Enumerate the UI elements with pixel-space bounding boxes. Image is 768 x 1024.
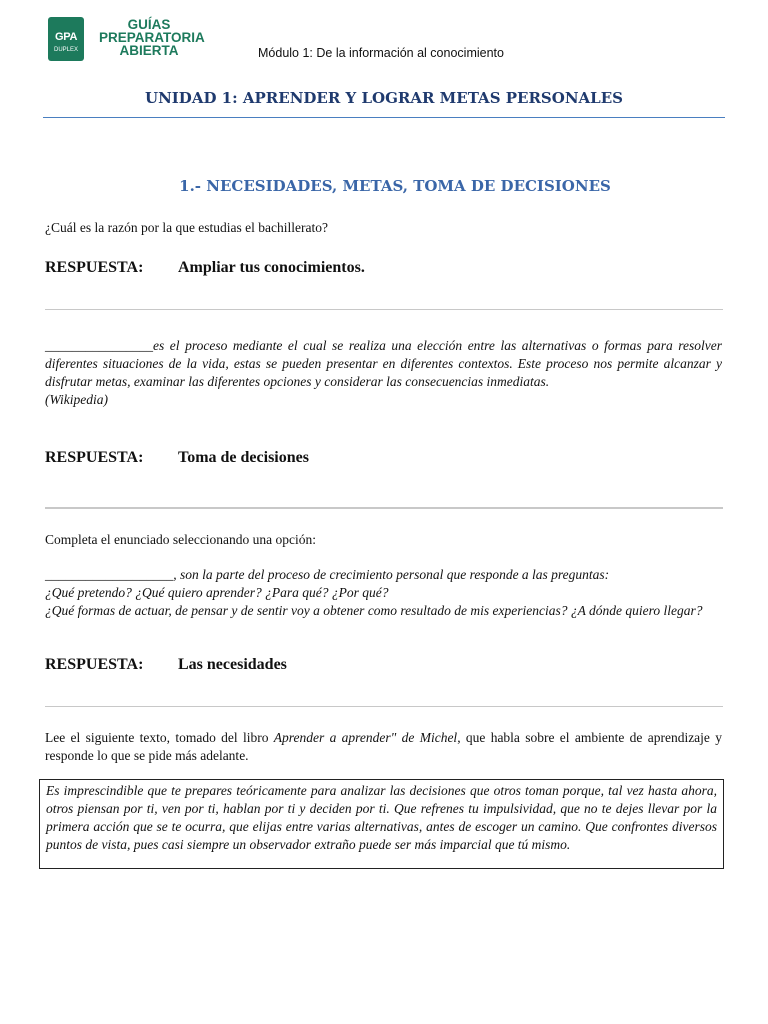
divider [45,309,723,310]
answer-2-text: Toma de decisiones [178,449,309,466]
reading-intro-book: Aprender a aprender" de Michel [273,730,458,745]
module-title: Módulo 1: De la información al conocimiento [258,46,504,60]
answer-3-text: Las necesidades [178,656,287,673]
brand-line-2: PREPARATORIA [99,30,205,45]
reading-intro-pre: Lee el siguiente texto, tomado del libro [45,730,274,745]
answer-label: RESPUESTA: [45,656,144,673]
brand-line-1: GUÍAS [127,17,171,32]
answer-1 [45,259,365,277]
question-2 [45,337,722,409]
answer-1-text: Ampliar tus conocimientos. [178,259,365,276]
question-3-instruction: Completa el enunciado seleccionando una opción: [45,532,317,547]
unit-divider [43,117,725,118]
question-1: ¿Cuál es la razón por la que estudias el bachillerato? [45,220,329,235]
brand-name [99,17,205,58]
brand-line-3: ABIERTA [119,43,179,58]
answer-2 [45,449,309,467]
logo-subtext: DUPLEX [54,47,79,53]
logo-text: GPA [55,31,78,43]
section-title: 1.- NECESIDADES, METAS, TOMA DE DECISIONES [179,177,611,195]
answer-label: RESPUESTA: [45,259,144,276]
unit-title: UNIDAD 1: APRENDER Y LOGRAR METAS PERSONALES [145,89,623,107]
question-3-line-1: , son la parte del proceso de crecimiento personal que responde a las preguntas: [173,567,610,582]
question-2-text: es el proceso mediante el cual se realiza una elección entre las alternativas o formas para resolver diferentes situaciones de la vida, estas se pueden presentar en diferentes contextos. Este proceso nos permite alcanzar y disfrutar metas, examinar las diferentes opciones y considerar las consecuencias inmediatas. [45,338,722,389]
reading-intro [45,729,722,765]
divider [45,706,723,707]
reading-intro-post: , que habla sobre el ambiente de aprendizaje y responde lo que se pide más adelante. [45,730,722,763]
question-2-source: (Wikipedia) [45,392,108,407]
question-3 [45,566,722,620]
logo [48,17,84,61]
question-3-line-3: ¿Qué formas de actuar, de pensar y de sentir voy a obtener como resultado de mis experiencias? ¿A dónde quiero llegar? [45,603,703,618]
question-2-blank: ________________ [45,338,153,353]
divider [45,507,723,509]
question-3-line-2: ¿Qué pretendo? ¿Qué quiero aprender? ¿Para qué? ¿Por qué? [45,585,389,600]
reading-quote-box: Es imprescindible que te prepares teóricamente para analizar las decisiones que otros toman porque, tal vez hasta ahora, otros piensan por ti, ven por ti, hablan por ti y deciden por ti. Que refrenes tu impulsividad, que no te dejes llevar por la primera acción que se te ocurra, que elijas entre varias alternativas, antes de escoger un camino. Que confrontes diversos puntos de vista, pues casi siempre un observador extraño puede ser más imparcial que tú mismo. [39,779,724,869]
answer-label: RESPUESTA: [45,449,144,466]
answer-3 [45,656,287,674]
question-3-blank: ___________________ [45,567,174,582]
